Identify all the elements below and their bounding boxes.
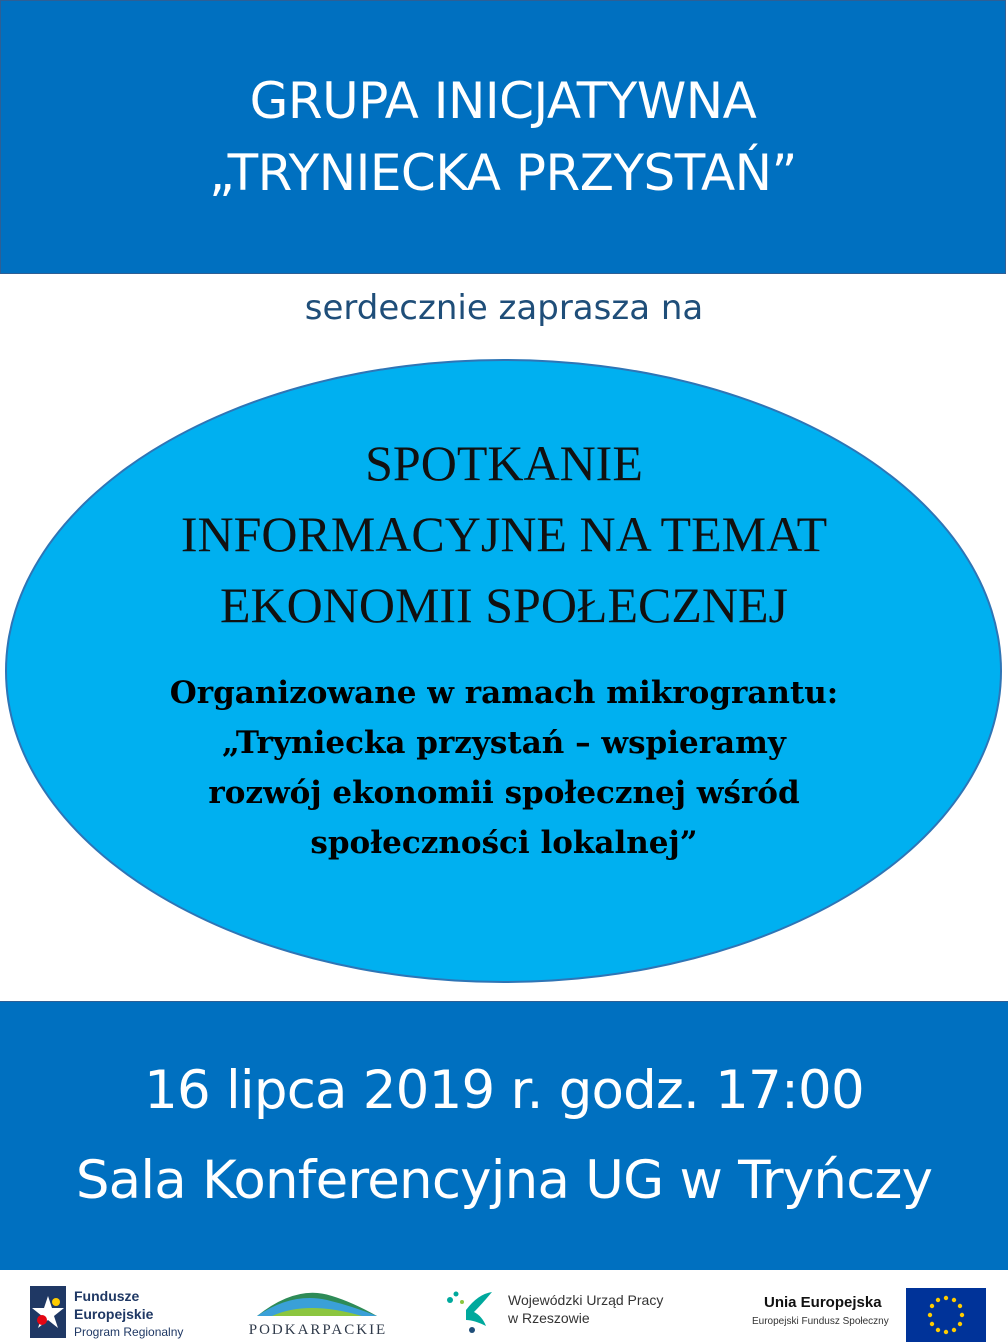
wup-logo — [442, 1278, 712, 1340]
fe-line-3: Program Regionalny — [74, 1325, 184, 1339]
wup-line-1: Wojewódzki Urząd Pracy — [508, 1292, 664, 1308]
wup-line-2: w Rzeszowie — [508, 1310, 590, 1326]
eu-flag-icon — [906, 1288, 986, 1342]
header-line-2: „TRYNIECKA PRZYSTAŃ” — [209, 144, 797, 202]
event-title — [0, 428, 1008, 641]
ue-line-2: Europejski Fundusz Społeczny — [752, 1316, 889, 1327]
date-time: 16 lipca 2019 r. godz. 17:00 — [144, 1060, 864, 1121]
header-line-1: GRUPA INICJATYWNA — [249, 72, 757, 130]
podkarpackie-logo — [232, 1278, 402, 1340]
venue: Sala Konferencyjna UG w Tryńczy — [75, 1150, 933, 1211]
wup-bird-icon — [442, 1286, 498, 1336]
invitation-text: serdecznie zaprasza na — [304, 288, 704, 328]
sponsor-footer — [0, 1270, 1008, 1344]
fe-star-icon — [30, 1286, 66, 1338]
header-banner — [0, 0, 1006, 274]
fe-line-2: Europejskie — [74, 1306, 154, 1322]
podkarpackie-text: PODKARPACKIE — [248, 1322, 388, 1338]
organized-line: „Tryniecka przystań – wspieramy — [222, 725, 786, 761]
organized-note — [0, 668, 1008, 868]
event-title-line: SPOTKANIE — [365, 435, 643, 491]
event-title-line: INFORMACYJNE NA TEMAT — [180, 506, 828, 562]
unia-europejska-logo — [748, 1278, 1004, 1340]
organized-line: Organizowane w ramach mikrograntu: — [169, 675, 839, 711]
fe-line-1: Fundusze — [74, 1288, 140, 1304]
fundusze-europejskie-logo — [30, 1278, 210, 1340]
details-banner — [0, 1001, 1008, 1270]
ue-line-1: Unia Europejska — [764, 1294, 882, 1311]
podkarpackie-hills-icon — [252, 1282, 382, 1320]
organized-line: rozwój ekonomii społecznej wśród — [208, 775, 800, 811]
organized-line: społeczności lokalnej” — [310, 825, 698, 861]
event-title-line: EKONOMII SPOŁECZNEJ — [219, 577, 789, 633]
